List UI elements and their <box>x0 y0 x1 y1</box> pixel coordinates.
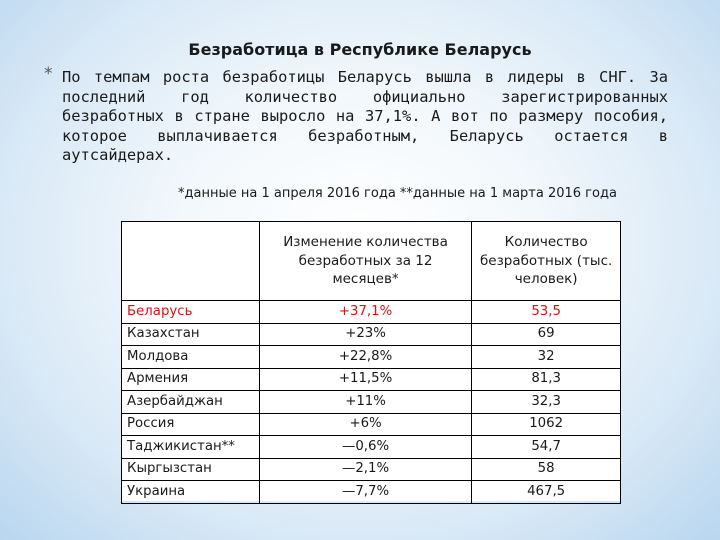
count-cell: 53,5 <box>472 301 621 324</box>
country-cell: Молдова <box>122 346 260 369</box>
change-cell: +37,1% <box>259 301 471 324</box>
header-country <box>122 222 260 301</box>
unemployment-table <box>121 221 621 501</box>
count-cell: 1062 <box>472 413 621 436</box>
count-cell: 69 <box>472 323 621 346</box>
table-row <box>122 391 621 414</box>
country-cell: Беларусь <box>122 301 260 324</box>
change-cell: +6% <box>259 413 471 436</box>
table-row <box>122 346 621 369</box>
page-title: Безработица в Республике Беларусь <box>188 40 532 59</box>
table-row <box>122 413 621 436</box>
country-cell: Армения <box>122 368 260 391</box>
change-cell: +11% <box>259 391 471 414</box>
change-cell: +11,5% <box>259 368 471 391</box>
country-cell: Россия <box>122 413 260 436</box>
footnote: *данные на 1 апреля 2016 года **данные на 1 марта 2016 года <box>178 186 617 201</box>
header-count: Количество безработных (тыс. человек) <box>472 222 621 301</box>
change-cell: +22,8% <box>259 346 471 369</box>
count-cell: 32,3 <box>472 391 621 414</box>
change-cell: —2,1% <box>259 458 471 481</box>
header-change: Изменение количества безработных за 12 месяцев* <box>259 222 471 301</box>
country-cell: Казахстан <box>122 323 260 346</box>
change-cell: +23% <box>259 323 471 346</box>
table-row <box>122 301 621 324</box>
count-cell: 54,7 <box>472 436 621 459</box>
bullet-asterisk: * <box>44 64 53 84</box>
table-row <box>122 458 621 481</box>
table-row <box>122 323 621 346</box>
table-row <box>122 436 621 459</box>
table-row <box>122 368 621 391</box>
country-cell: Азербайджан <box>122 391 260 414</box>
count-cell: 58 <box>472 458 621 481</box>
country-cell: Таджикистан** <box>122 436 260 459</box>
count-cell: 32 <box>472 346 621 369</box>
change-cell: —0,6% <box>259 436 471 459</box>
country-cell: Кыргызстан <box>122 458 260 481</box>
table-header-row <box>122 222 621 301</box>
count-cell: 81,3 <box>472 368 621 391</box>
country-cell: Украина <box>122 481 260 504</box>
table-row <box>122 481 621 504</box>
body-paragraph: По темпам роста безработицы Беларусь вышла в лидеры в СНГ. За последний год количество официально зарегистрированных безработных в стране выросло на 37,1%. А вот по размеру пособия, которое выплачивается безработным, Беларусь остается в аутсайдерах. <box>62 68 668 164</box>
count-cell: 467,5 <box>472 481 621 504</box>
change-cell: —7,7% <box>259 481 471 504</box>
